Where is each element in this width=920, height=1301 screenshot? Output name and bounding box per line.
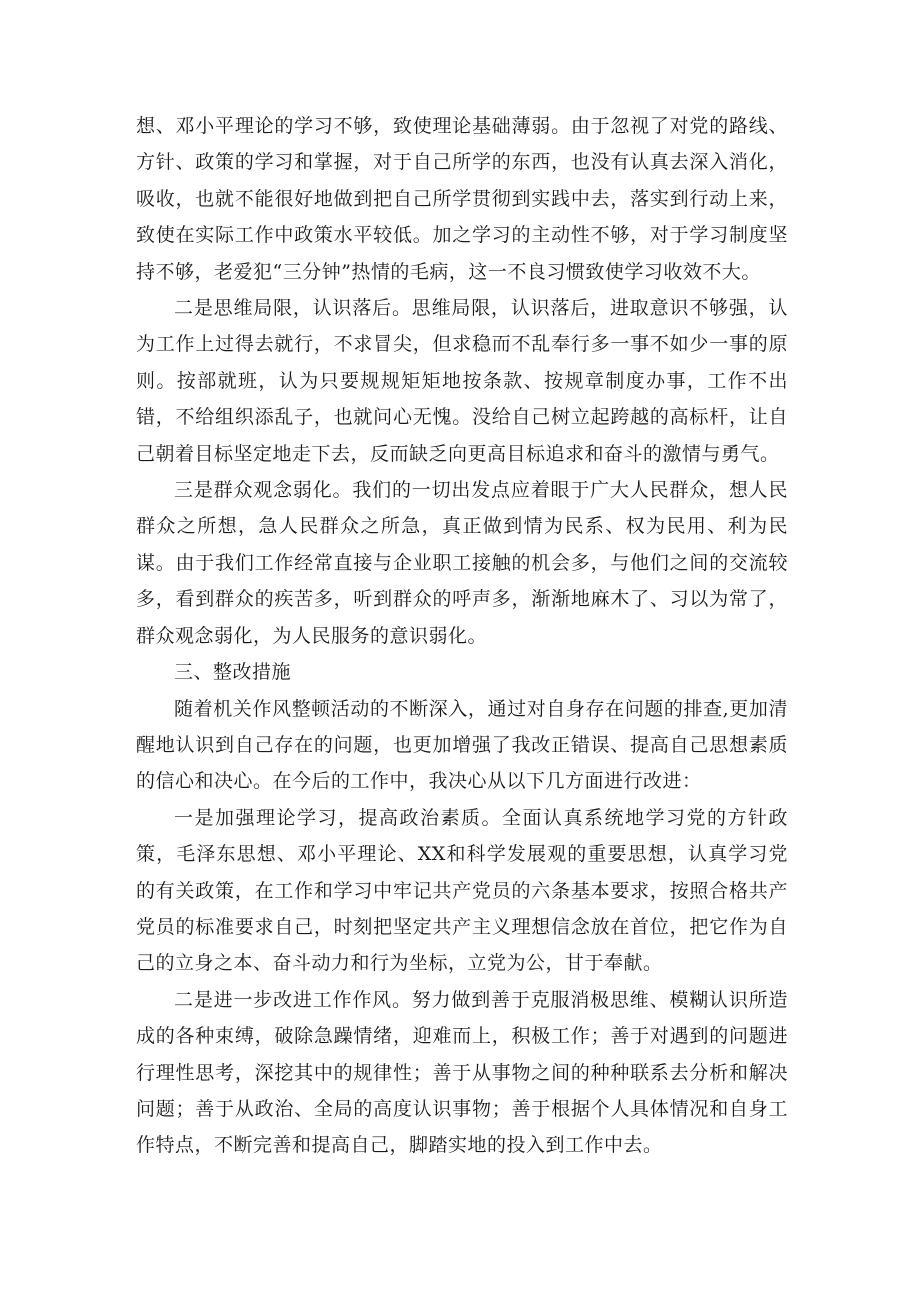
paragraph-mass-concept: 三是群众观念弱化。我们的一切出发点应着眼于广大人民群众，想人民群众之所想，急人民群众之所急，真正做到情为民系、权为民用、利为民谋。由于我们工作经常直接与企业职工接触的机会多，与他们之间的交流较多，看到群众的疾苦多，听到群众的呼声多，渐渐地麻木了、习以为常了，群众观念弱化，为人民服务的意识弱化。 <box>136 479 788 647</box>
paragraph-thinking-limits: 二是思维局限，认识落后。思维局限，认识落后，进取意识不够强，认为工作上过得去就行，不求冒尖，但求稳而不乱奉行多一事不如少一事的原则。按部就班，认为只要规规矩矩地按条款、按规章制度办事，工作不出错，不给组织添乱子，也就问心无愧。没给自己树立起跨越的高标杆，让自己朝着目标坚定地走下去，反而缺乏向更高目标追求和奋斗的激情与勇气。 <box>136 297 788 465</box>
paragraph-continued: 想、邓小平理论的学习不够，致使理论基础薄弱。由于忽视了对党的路线、方针、政策的学习和掌握，对于自己所学的东西，也没有认真去深入消化，吸收，也就不能很好地做到把自己所学贯彻到实践中去，落实到行动上来，致使在实际工作中政策水平较低。加之学习的主动性不够，对于学习制度坚持不够，老爱犯“三分钟”热情的毛病，这一不良习惯致使学习收效不大。 <box>136 115 788 283</box>
section-heading-rectification: 三、整改措施 <box>174 661 292 684</box>
paragraph-theory-study: 一是加强理论学习，提高政治素质。全面认真系统地学习党的方针政策，毛泽东思想、邓小平理论、XX和科学发展观的重要思想，认真学习党的有关政策，在工作和学习中牢记共产党员的六条基本要求，按照合格共产党员的标准要求自己，时刻把坚定共产主义理想信念放在首位，把它作为自己的立身之本、奋斗动力和行为坐标，立党为公，甘于奉献。 <box>136 806 788 975</box>
paragraph-rectification-intro: 随着机关作风整顿活动的不断深入，通过对自身存在问题的排查,更加清醒地认识到自己存在的问题，也更加增强了我改正错误、提高自己思想素质的信心和决心。在今后的工作中，我决心从以下几方面进行改进： <box>136 697 788 793</box>
document-body <box>136 108 788 1164</box>
paragraph-work-style: 二是进一步改进工作作风。努力做到善于克服消极思维、模糊认识所造成的各种束缚，破除急躁情绪，迎难而上，积极工作；善于对遇到的问题进行理性思考，深挖其中的规律性；善于从事物之间的种种联系去分析和解决问题；善于从政治、全局的高度认识事物；善于根据个人具体情况和自身工作特点，不断完善和提高自己，脚踏实地的投入到工作中去。 <box>136 988 788 1157</box>
